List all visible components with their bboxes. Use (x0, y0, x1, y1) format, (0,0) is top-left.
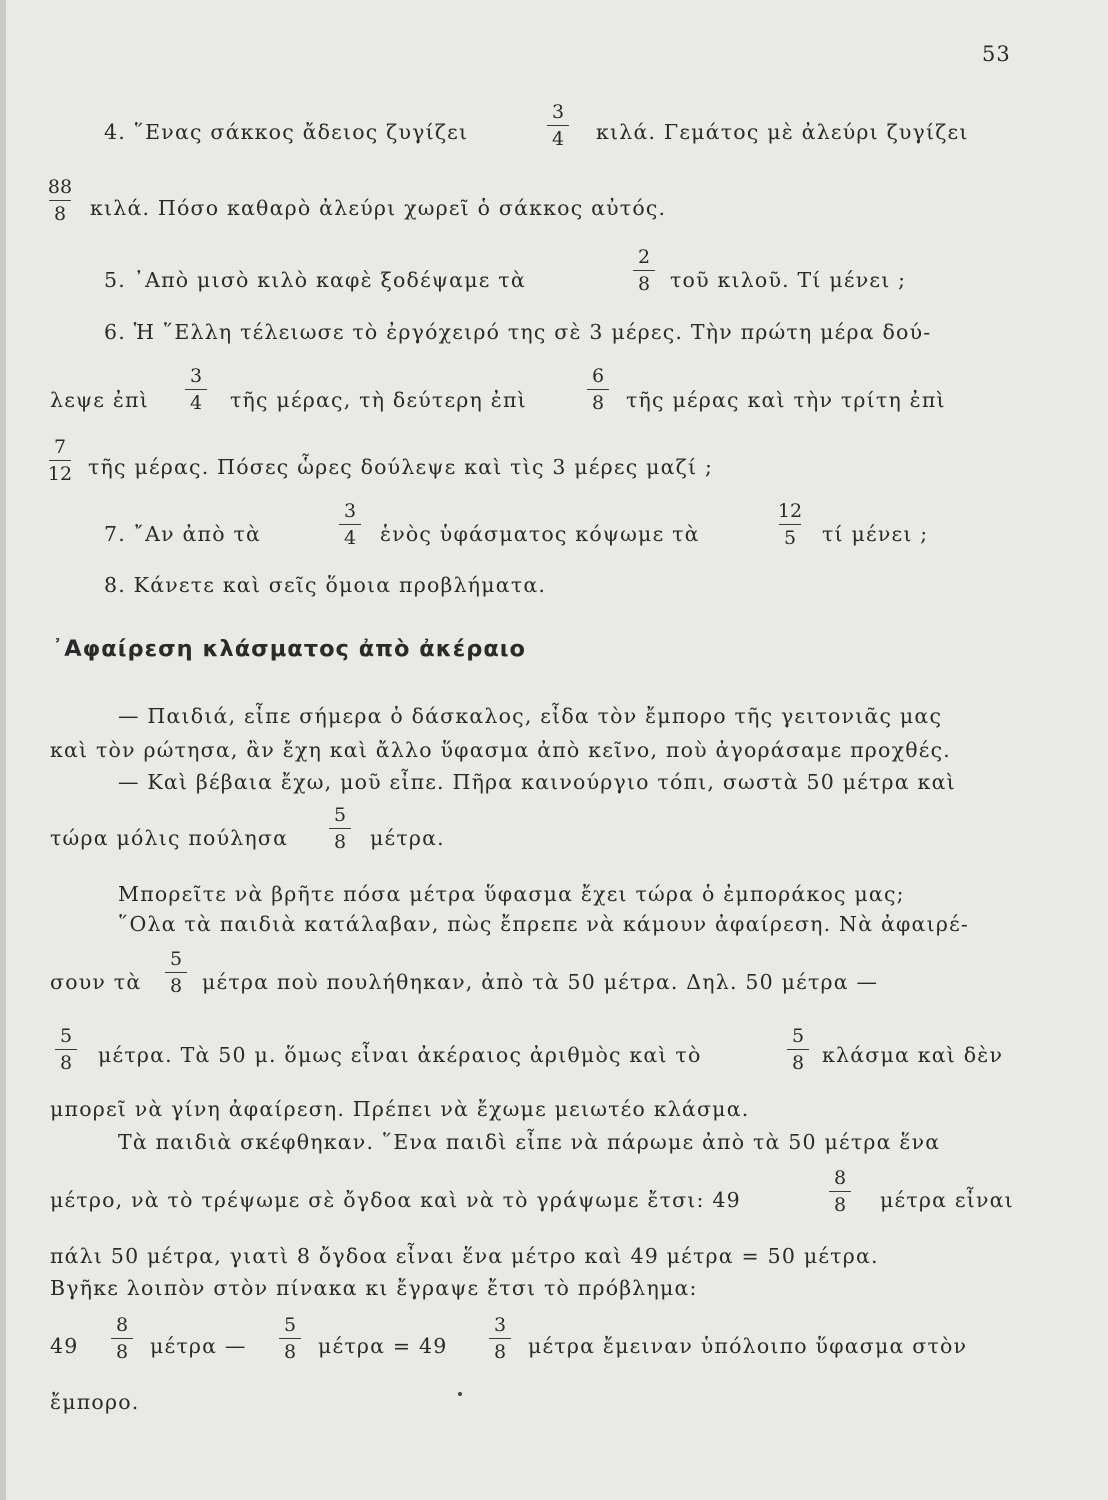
problem-7-line-b: ἑνὸς ὑφάσματος κόψωμε τὰ (380, 522, 700, 546)
problem-4-line-1a: 4. ῞Ενας σάκκος ἄδειος ζυγίζει (104, 120, 469, 144)
fraction: 5 8 (326, 804, 354, 853)
equation-part-1: 49 (50, 1334, 79, 1358)
text-line-11a: μέτρο, νὰ τὸ τρέψωμε σὲ ὄγδοα καὶ νὰ τὸ γράψωμε ἔτσι: 49 (50, 1188, 741, 1212)
text-line-7b: μέτρα ποὺ πουλήθηκαν, ἀπὸ τὰ 50 μέτρα. Δηλ. 50 μέτρα — (202, 970, 879, 994)
problem-5-line-b: τοῦ κιλοῦ. Τί μένει ; (670, 268, 907, 292)
fraction: 5 8 (784, 1025, 812, 1074)
text-line-5: Μπορεῖτε νὰ βρῆτε πόσα μέτρα ὕφασμα ἔχει τώρα ὁ ἐμποράκος μας; (118, 882, 905, 906)
text-line-4b: μέτρα. (370, 826, 445, 850)
problem-6-line-2a: λεψε ἐπὶ (50, 388, 149, 412)
text-line-8a: μέτρα. Τὰ 50 μ. ὅμως εἶναι ἀκέραιος ἀριθμὸς καὶ τὸ (98, 1043, 702, 1067)
fraction: 3 8 (486, 1314, 514, 1363)
section-heading: ᾿Αφαίρεση κλάσματος ἀπὸ ἀκέραιο (52, 636, 527, 662)
fraction: 5 8 (162, 948, 190, 997)
fraction: 2 8 (630, 246, 658, 295)
fraction: 3 4 (182, 365, 210, 414)
fraction: 3 4 (336, 500, 364, 549)
problem-4-line-1b: κιλά. Γεμάτος μὲ ἀλεύρι ζυγίζει (596, 120, 969, 144)
text-line-8b: κλάσμα καὶ δὲν (822, 1043, 1004, 1067)
text-line-last: ἔμπορο. (50, 1390, 140, 1414)
fraction: 5 8 (276, 1314, 304, 1363)
text-line-4a: τώρα μόλις πούλησα (50, 826, 289, 850)
problem-7-line-a: 7. ῎Αν ἀπὸ τὰ (104, 522, 262, 546)
fraction: 12 5 (777, 500, 803, 549)
page-number: 53 (982, 42, 1011, 66)
equation-part-4: μέτρα ἔμειναν ὑπόλοιπο ὕφασμα στὸν (528, 1334, 968, 1358)
fraction: 88 8 (47, 176, 73, 225)
text-line-11b: μέτρα εἶναι (880, 1188, 1014, 1212)
speck-mark (458, 1392, 462, 1396)
fraction: 8 8 (108, 1314, 136, 1363)
problem-6-line-2b: τῆς μέρας, τὴ δεύτερη ἐπὶ (230, 388, 527, 412)
text-line-6: ῞Ολα τὰ παιδιὰ κατάλαβαν, πὼς ἔπρεπε νὰ κάμουν ἀφαίρεση. Νὰ ἀφαιρέ- (118, 912, 970, 936)
problem-7-line-c: τί μένει ; (822, 522, 929, 546)
problem-6-line-1: 6. Ἡ ῞Ελλη τέλειωσε τὸ ἐργόχειρό της σὲ 3 μέρες. Τὴν πρώτη μέρα δού- (104, 320, 932, 344)
equation-part-2: μέτρα — (150, 1334, 247, 1358)
problem-4-line-2: κιλά. Πόσο καθαρὸ ἀλεύρι χωρεῖ ὁ σάκκος αὐτός. (90, 196, 667, 220)
text-line-1: — Παιδιά, εἶπε σήμερα ὁ δάσκαλος, εἶδα τὸν ἔμπορο τῆς γειτονιᾶς μας (118, 704, 943, 728)
fraction: 8 8 (826, 1167, 854, 1216)
text-line-12: πάλι 50 μέτρα, γιατὶ 8 ὄγδοα εἶναι ἕνα μέτρο καὶ 49 μέτρα = 50 μέτρα. (50, 1244, 879, 1268)
problem-6-line-3: τῆς μέρας. Πόσες ὧρες δούλεψε καὶ τὶς 3 μέρες μαζί ; (88, 455, 714, 479)
page-edge-shadow (0, 0, 6, 1500)
text-line-7a: σουν τὰ (50, 970, 142, 994)
fraction: 3 4 (544, 101, 572, 150)
text-line-2: καὶ τὸν ρώτησα, ἂν ἔχη καὶ ἄλλο ὕφασμα ἀπὸ κεῖνο, ποὺ ἀγοράσαμε προχθές. (50, 738, 951, 762)
fraction: 6 8 (584, 365, 612, 414)
text-line-10: Τὰ παιδιὰ σκέφθηκαν. ῞Ενα παιδὶ εἶπε νὰ πάρωμε ἀπὸ τὰ 50 μέτρα ἕνα (118, 1130, 941, 1154)
text-line-3: — Καὶ βέβαια ἔχω, μοῦ εἶπε. Πῆρα καινούργιο τόπι, σωστὰ 50 μέτρα καὶ (118, 770, 956, 794)
fraction: 7 12 (47, 436, 73, 485)
problem-8-line: 8. Κάνετε καὶ σεῖς ὅμοια προβλήματα. (104, 573, 547, 597)
equation-part-3: μέτρα = 49 (318, 1334, 448, 1358)
text-line-9: μπορεῖ νὰ γίνη ἀφαίρεση. Πρέπει νὰ ἔχωμε μειωτέο κλάσμα. (50, 1097, 750, 1121)
problem-6-line-2c: τῆς μέρας καὶ τὴν τρίτη ἐπὶ (626, 388, 946, 412)
problem-5-line-a: 5. ᾿Απὸ μισὸ κιλὸ καφὲ ξοδέψαμε τὰ (104, 268, 526, 292)
text-line-13: Βγῆκε λοιπὸν στὸν πίνακα κι ἔγραψε ἔτσι τὸ πρόβλημα: (50, 1276, 698, 1300)
fraction: 5 8 (52, 1025, 80, 1074)
